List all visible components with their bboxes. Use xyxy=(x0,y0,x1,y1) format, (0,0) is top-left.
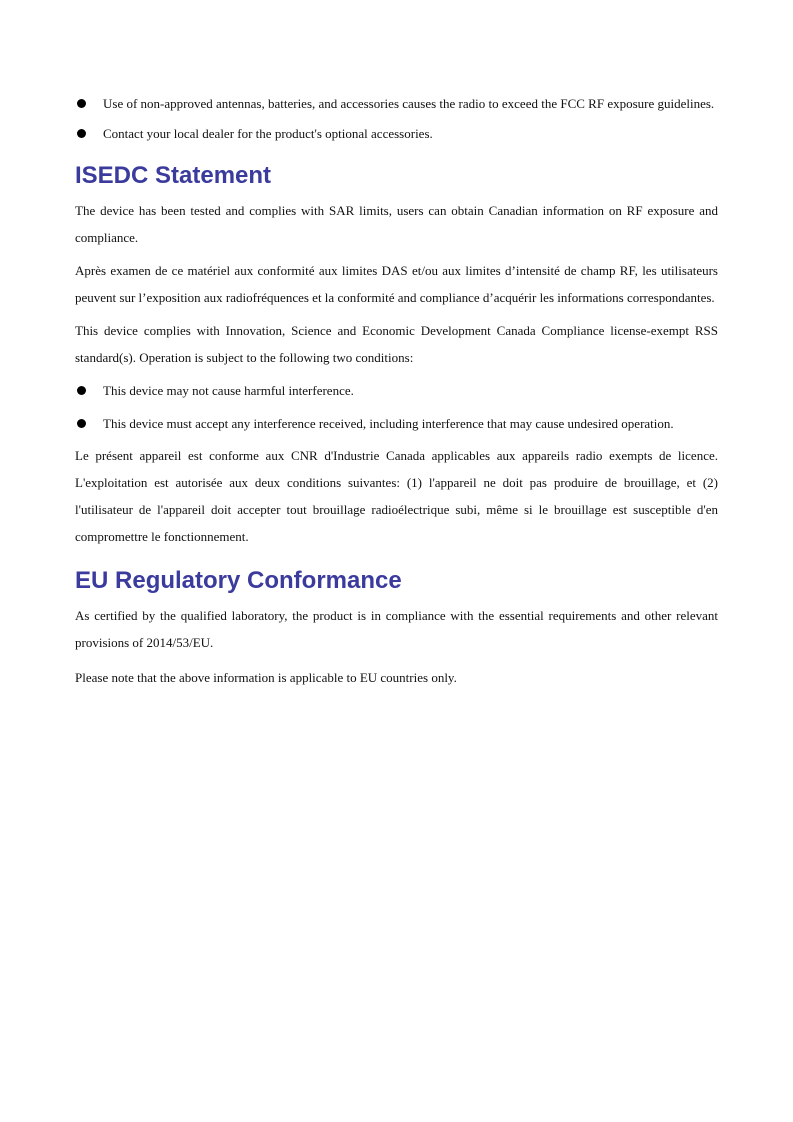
bullet-icon xyxy=(77,386,86,395)
bullet-icon xyxy=(77,419,86,428)
isedc-paragraph-2: Après examen de ce matériel aux conformité aux limites DAS et/ou aux limites d’intensité de champ RF, les utilisateurs peuvent sur l’exposition aux radiofréquences et la conformité and compliance d’acquérir les informations correspondantes. xyxy=(75,263,718,305)
eu-paragraph-1: As certified by the qualified laboratory, the product is in compliance with the essential requirements and other relevant provisions of 2014/53/EU. xyxy=(75,608,718,650)
bullet-item xyxy=(75,410,718,437)
isedc-paragraph-4: Le présent appareil est conforme aux CNR d'Industrie Canada applicables aux appareils radio exempts de licence. L'exploitation est autorisée aux deux conditions suivantes: (1) l'appareil ne doit pas produire de brouillage, et (2) l'utilisateur de l'appareil doit accepter tout brouillage radioélectrique subi, même si le brouillage est susceptible d'en compromettre le fonctionnement. xyxy=(75,448,718,544)
bullet-icon xyxy=(77,129,86,138)
isedc-paragraph-1: The device has been tested and complies with SAR limits, users can obtain Canadian information on RF exposure and compliance. xyxy=(75,203,718,245)
isedc-paragraph-3: This device complies with Innovation, Science and Economic Development Canada Compliance license-exempt RSS standard(s). Operation is subject to the following two conditions: xyxy=(75,323,718,365)
bullet-text: This device must accept any interference received, including interference that may cause undesired operation. xyxy=(103,416,674,431)
bullet-item xyxy=(75,120,718,147)
eu-heading: EU Regulatory Conformance xyxy=(75,567,402,594)
bullet-text: Contact your local dealer for the product's optional accessories. xyxy=(103,126,433,141)
bullet-icon xyxy=(77,99,86,108)
bullet-item xyxy=(75,377,718,404)
document-page xyxy=(75,90,718,691)
bullet-text: Use of non-approved antennas, batteries, and accessories causes the radio to exceed the FCC RF exposure guidelines. xyxy=(103,96,715,111)
eu-paragraph-2: Please note that the above information is applicable to EU countries only. xyxy=(75,670,457,685)
bullet-text: This device may not cause harmful interference. xyxy=(103,383,354,398)
bullet-item xyxy=(75,90,718,117)
isedc-heading: ISEDC Statement xyxy=(75,162,272,189)
